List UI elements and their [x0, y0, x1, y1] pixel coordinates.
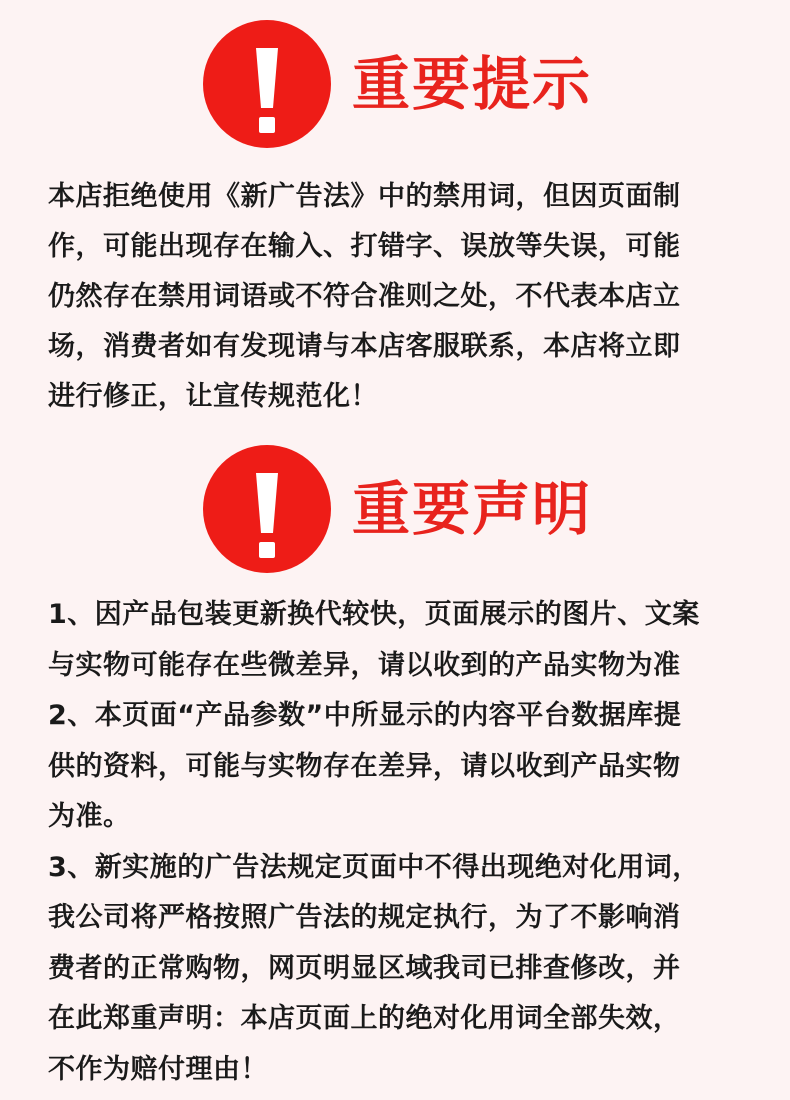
notice-text [48, 172, 748, 422]
notice-line: 场，消费者如有发现请与本店客服联系，本店将立即 [48, 331, 681, 362]
notice-line: 作，可能出现存在输入、打错字、误放等失误，可能 [48, 231, 681, 262]
statement-line: 我公司将严格按照广告法的规定执行，为了不影响消 [48, 902, 681, 933]
statement-line: 在此郑重声明：本店页面上的绝对化用词全部失效， [48, 1003, 681, 1034]
notice-line: 仍然存在禁用词语或不符合准则之处，不代表本店立 [48, 281, 681, 312]
notice-header [0, 20, 790, 150]
notice-line: 本店拒绝使用《新广告法》中的禁用词，但因页面制 [48, 181, 681, 212]
statement-line: 供的资料，可能与实物存在差异，请以收到产品实物 [48, 750, 681, 782]
statement-line: 费者的正常购物，网页明显区域我司已排查修改，并 [48, 952, 681, 984]
statement-line: 3、新实施的广告法规定页面中不得出现绝对化用词， [48, 851, 700, 883]
statement-header [0, 445, 790, 575]
statement-line: 不作为赔付理由！ [48, 1053, 268, 1085]
statement-line: 2、本页面“产品参数”中所显示的内容平台数据库提 [48, 700, 682, 731]
notice-line: 进行修正，让宣传规范化！ [48, 381, 378, 412]
statement-text [48, 590, 758, 1095]
statement-line: 与实物可能存在些微差异，请以收到的产品实物为准 [48, 649, 681, 681]
statement-title: 重要声明 [352, 475, 593, 543]
alert-circle [203, 20, 331, 148]
exclamation-icon [203, 20, 331, 148]
notice-title: 重要提示 [352, 50, 593, 118]
alert-circle [203, 445, 331, 573]
statement-line: 1、因产品包装更新换代较快，页面展示的图片、文案 [48, 599, 700, 630]
statement-line: 为准。 [48, 801, 131, 832]
exclamation-icon [203, 445, 331, 573]
